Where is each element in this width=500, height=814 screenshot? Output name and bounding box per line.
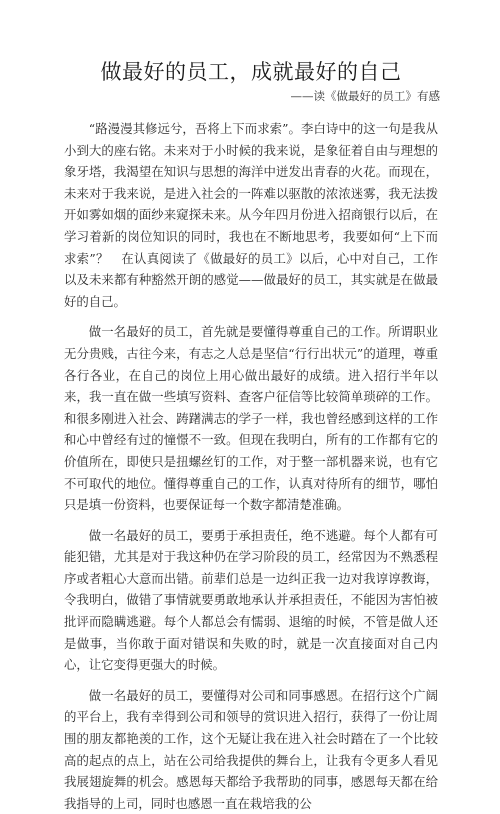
- paragraph-2: 做一名最好的员工，首先就是要懂得尊重自己的工作。所谓职业无分贵贱，古往今来，有志之人总是坚信“行行出状元”的道理，尊重各行各业，在自己的岗位上用心做出最好的成绩。进入招行半年以来，我一直在做一些填写资料、查客户征信等比较简单琐碎的工作。和很多刚进入社会、踌躇满志的学子一样，我也曾经感到这样的工作和心中曾经有过的憧憬不一致。但现在我明白，所有的工作都有它的价值所在，即使只是扭螺丝钉的工作，对于整一部机器来说，也有它不可取代的地位。懂得尊重自己的工作，认真对待所有的细节，哪怕只是填一份资料，也要保证每一个数字都清楚准确。: [64, 324, 438, 513]
- paragraph-1: “路漫漫其修远兮，吾将上下而求索”。李白诗中的这一句是我从小到大的座右铭。未来对于小时候的我来说，是象征着自由与理想的象牙塔，我渴望在知识与思想的海洋中迸发出青春的火花。而现在，未来对于我来说，是进入社会的一阵难以驱散的浓浓迷雾，我无法拨开如雾如烟的面纱来窥探未来。从今年四月份进入招商银行以后，在学习着新的岗位知识的同时，我也在不断地思考，我要如何“上下而求索”？ 在认真阅读了《做最好的员工》以后，心中对自己，工作以及未来都有种豁然开朗的感觉——做最好的员工，其实就是在做最好的自己。: [64, 121, 438, 309]
- paragraph-3: 做一名最好的员工，要勇于承担责任，绝不逃避。每个人都有可能犯错，尤其是对于我这种仍在学习阶段的员工，经常因为不熟悉程序或者粗心大意而出错。前辈们总是一边纠正我一边对我谆谆教诲，令我明白，做错了事情就要勇敢地承认并承担责任，不能因为害怕被批评而隐瞒逃避。每个人都总会有懦弱、退缩的时候，不管是做人还是做事，当你敢于面对错误和失败的时，就是一次直接面对自己内心，让它变得更强大的时候。: [64, 527, 438, 673]
- document-subtitle: ——读《做最好的员工》有感: [290, 89, 440, 103]
- document-title: 做最好的员工，成就最好的自己: [100, 60, 402, 84]
- paragraph-4: 做一名最好的员工，要懂得对公司和同事感恩。在招行这个广阔的平台上，我有幸得到公司和领导的赏识进入招行，获得了一份让周围的朋友都艳羡的工作，这个无疑让我在进入社会时踏在了一个比较高的起点的点上，站在公司给我提供的舞台上，让我有令更多人看见我展翅旋舞的机会。感恩每天都给予我帮助的同事，感恩每天都在给我指导的上司，同时也感恩一直在栽培我的公: [64, 687, 438, 811]
